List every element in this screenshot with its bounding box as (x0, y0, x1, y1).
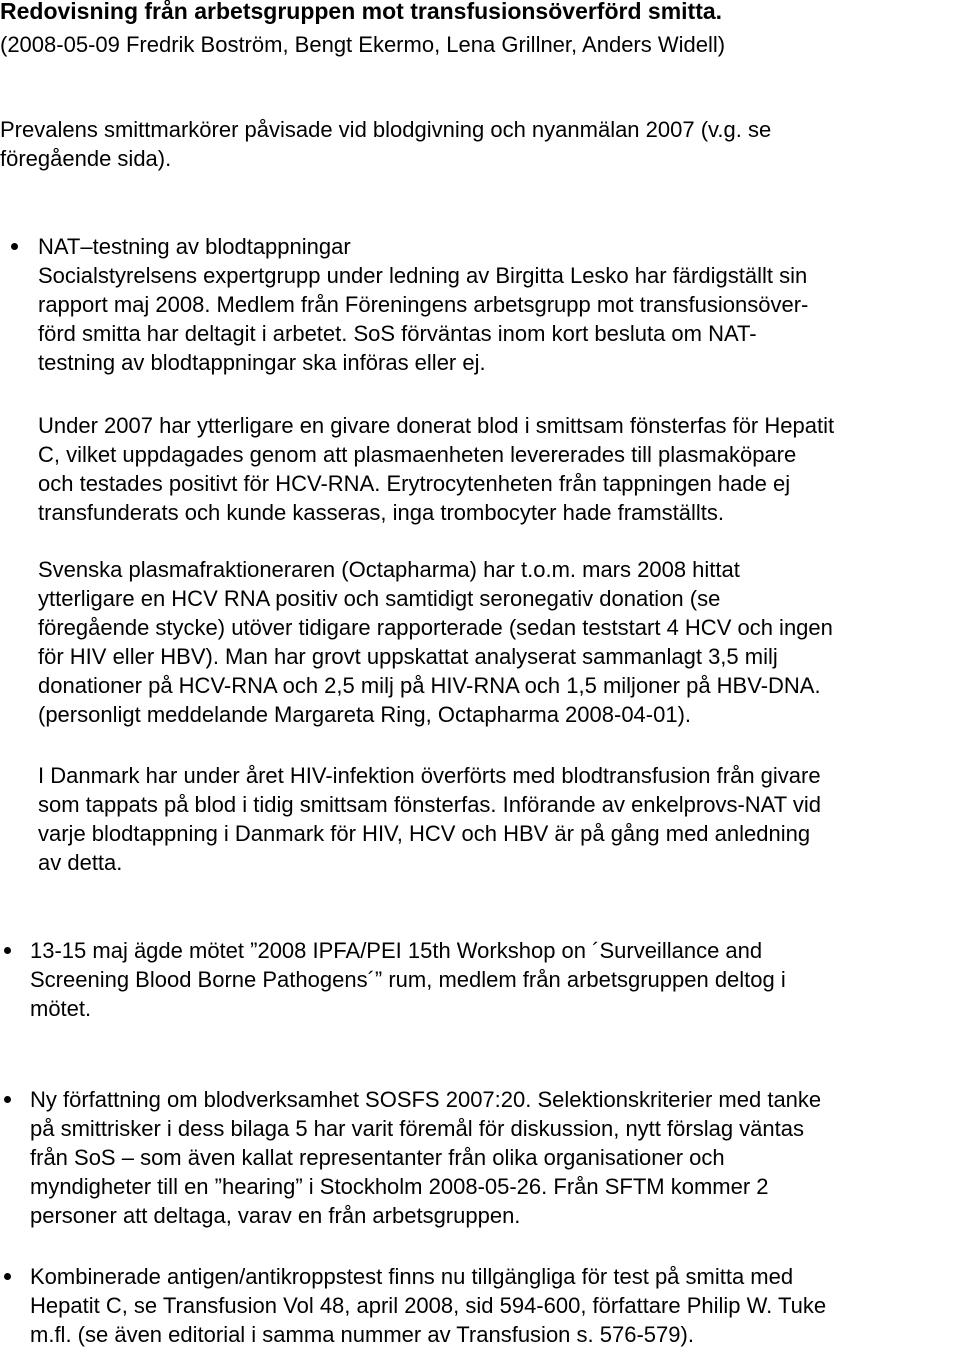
combined-test-line: m.fl. (se även editorial i samma nummer av Transfusion s. 576-579). (30, 1322, 694, 1347)
bullet-icon (4, 947, 11, 954)
nat-para3-line: donationer på HCV-RNA och 2,5 milj på HIV-RNA och 1,5 miljoner på HBV-DNA. (38, 673, 821, 698)
nat-para2-line: och testades positivt för HCV-RNA. Erytrocytenheten från tappningen hade ej (38, 471, 791, 496)
nat-text-line: förd smitta har deltagit i arbetet. SoS förväntas inom kort besluta om NAT- (38, 321, 757, 346)
nat-text-line: Socialstyrelsens expertgrupp under ledning av Birgitta Lesko har färdigställt sin (38, 263, 808, 288)
sosfs-line: från SoS – som även kallat representanter från olika organisationer och (30, 1145, 725, 1170)
sosfs-line: på smittrisker i dess bilaga 5 har varit föremål för diskussion, nytt förslag väntas (30, 1116, 804, 1141)
nat-para3-line: ytterligare en HCV RNA positiv och samtidigt seronegativ donation (se (38, 586, 721, 611)
combined-test-line: Kombinerade antigen/antikroppstest finns nu tillgängliga för test på smitta med (30, 1264, 794, 1289)
nat-para4-line: som tappats på blod i tidig smittsam fönsterfas. Införande av enkelprovs-NAT vid (38, 792, 821, 817)
workshop-line: mötet. (30, 996, 92, 1021)
nat-para2-line: transfunderats och kunde kasseras, inga trombocyter hade framställts. (38, 500, 725, 525)
workshop-line: 13-15 maj ägde mötet ”2008 IPFA/PEI 15th Workshop on ´Surveillance and (30, 938, 763, 963)
nat-para3-line: föregående stycke) utöver tidigare rapporterade (sedan teststart 4 HCV och ingen (38, 615, 833, 640)
sosfs-line: myndigheter till en ”hearing” i Stockholm 2008-05-26. Från SFTM kommer 2 (30, 1174, 769, 1199)
sosfs-line: Ny författning om blodverksamhet SOSFS 2007:20. Selektionskriterier med tanke (30, 1087, 822, 1112)
sosfs-line: personer att deltaga, varav en från arbetsgruppen. (30, 1203, 521, 1228)
bullet-icon (11, 243, 18, 250)
combined-test-line: Hepatit C, se Transfusion Vol 48, april 2008, sid 594-600, författare Philip W. Tuke (30, 1293, 827, 1318)
nat-text-line: rapport maj 2008. Medlem från Föreningens arbetsgrupp mot transfusionsöver- (38, 292, 809, 317)
bullet-icon (4, 1273, 11, 1280)
page-title: Redovisning från arbetsgruppen mot transfusionsöverförd smitta. (0, 0, 723, 24)
workshop-line: Screening Blood Borne Pathogens´” rum, medlem från arbetsgruppen deltog i (30, 967, 786, 992)
nat-para2-line: C, vilket uppdagades genom att plasmaenheten levererades till plasmaköpare (38, 442, 797, 467)
nat-para3-line: Svenska plasmafraktioneraren (Octapharma) har t.o.m. mars 2008 hittat (38, 557, 740, 582)
nat-para4-line: I Danmark har under året HIV-infektion överförts med blodtransfusion från givare (38, 763, 821, 788)
nat-para4-line: av detta. (38, 850, 123, 875)
intro-line-1: Prevalens smittmarkörer påvisade vid blodgivning och nyanmälan 2007 (v.g. se (0, 117, 772, 142)
bullet-icon (4, 1096, 11, 1103)
nat-heading: NAT–testning av blodtappningar (38, 234, 351, 259)
intro-line-2: föregående sida). (0, 146, 172, 171)
nat-para3-line: (personligt meddelande Margareta Ring, Octapharma 2008-04-01). (38, 702, 692, 727)
nat-para2-line: Under 2007 har ytterligare en givare donerat blod i smittsam fönsterfas för Hepatit (38, 413, 835, 438)
nat-para3-line: för HIV eller HBV). Man har grovt uppskattat analyserat sammanlagt 3,5 milj (38, 644, 778, 669)
nat-text-line: testning av blodtappningar ska införas eller ej. (38, 350, 486, 375)
nat-para4-line: varje blodtappning i Danmark för HIV, HCV och HBV är på gång med anledning (38, 821, 811, 846)
authors-line: (2008-05-09 Fredrik Boström, Bengt Ekermo, Lena Grillner, Anders Widell) (0, 32, 726, 57)
